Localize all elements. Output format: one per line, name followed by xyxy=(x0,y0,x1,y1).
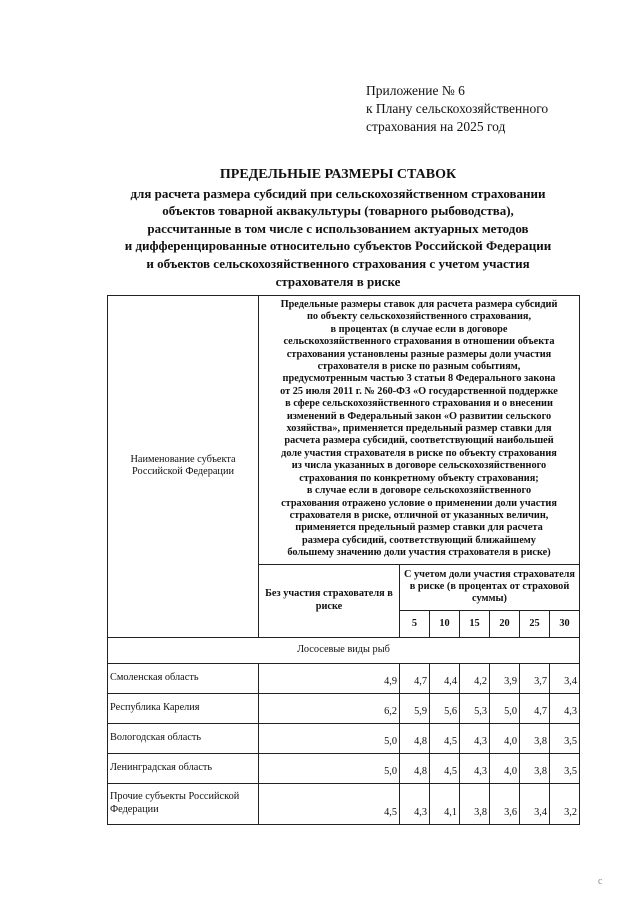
appendix-reference xyxy=(366,82,548,136)
header-percent-30: 30 xyxy=(550,610,580,637)
heading-line: и дифференцированные относительно субъектов Российской Федерации xyxy=(124,238,552,254)
header-percent-10: 10 xyxy=(430,610,460,637)
rate-description-line: из числа указанных в договоре сельскохозяйственного xyxy=(291,460,547,472)
rate-value: 4,8 xyxy=(400,753,430,783)
rates-table xyxy=(107,295,580,825)
table-row xyxy=(108,723,580,753)
header-rate-description xyxy=(259,296,580,565)
rate-description-line: расчета размера субсидий, соответствующий наибольшей xyxy=(284,435,554,447)
rate-value: 4,1 xyxy=(430,783,460,824)
rate-value: 4,0 xyxy=(490,753,520,783)
region-name: Вологодская область xyxy=(108,723,259,753)
rate-description-line: хозяйства», применяется предельный размер ставки для xyxy=(286,423,552,435)
rate-description-line: от 25 июля 2011 г. № 260-ФЗ «О государственной поддержке xyxy=(280,385,558,397)
rate-value: 3,4 xyxy=(520,783,550,824)
rate-value: 5,3 xyxy=(460,693,490,723)
rate-description-line: Предельные размеры ставок для расчета размера субсидий xyxy=(280,299,558,310)
rate-value: 4,7 xyxy=(400,663,430,693)
rate-value: 4,5 xyxy=(430,723,460,753)
rate-value: 4,3 xyxy=(400,783,430,824)
rate-without-participation: 5,0 xyxy=(259,753,400,783)
rate-description-line: страхователя в риске по разным событиям, xyxy=(317,361,521,373)
rate-value: 3,5 xyxy=(550,753,580,783)
table-row xyxy=(108,663,580,693)
rate-value: 3,8 xyxy=(520,753,550,783)
rate-value: 3,7 xyxy=(520,663,550,693)
header-region: Наименование субъекта Российской Федерации xyxy=(108,296,259,638)
rate-without-participation: 4,9 xyxy=(259,663,400,693)
rate-without-participation: 5,0 xyxy=(259,723,400,753)
rate-value: 3,6 xyxy=(490,783,520,824)
header-percent-20: 20 xyxy=(490,610,520,637)
rate-value: 3,8 xyxy=(460,783,490,824)
rate-value: 4,3 xyxy=(550,693,580,723)
header-percent-15: 15 xyxy=(460,610,490,637)
section-row xyxy=(108,637,580,663)
rate-without-participation: 6,2 xyxy=(259,693,400,723)
rate-value: 4,3 xyxy=(460,723,490,753)
region-name: Смоленская область xyxy=(108,663,259,693)
document-title: ПРЕДЕЛЬНЫЕ РАЗМЕРЫ СТАВОК xyxy=(219,167,457,182)
appendix-plan-year: страхования на 2025 год xyxy=(366,119,506,134)
document-heading xyxy=(88,166,588,290)
rate-description-line: размера субсидий, соответствующий ближайшему xyxy=(302,534,536,546)
appendix-number: Приложение № 6 xyxy=(366,83,465,98)
rate-value: 4,8 xyxy=(400,723,430,753)
table-row xyxy=(108,753,580,783)
rate-description-line: предусмотренным частью 3 статьи 8 Федерального закона xyxy=(282,373,556,385)
rate-description-line: страхования установлены разные размеры доли участия xyxy=(286,348,552,360)
rate-value: 3,9 xyxy=(490,663,520,693)
region-name: Прочие субъекты Российской Федерации xyxy=(108,783,259,824)
header-with-participation: С учетом доли участия страхователя в риске (в процентах от страховой суммы) xyxy=(400,564,580,610)
rate-description-line: большему значению доли участия страхователя в риске) xyxy=(287,547,551,559)
rate-description-line: в процентах (в случае если в договоре xyxy=(330,323,508,335)
section-salmon: Лососевые виды рыб xyxy=(108,637,580,663)
rate-value: 4,5 xyxy=(430,753,460,783)
page-mark: с xyxy=(598,876,603,887)
table-body xyxy=(108,663,580,824)
rate-value: 4,2 xyxy=(460,663,490,693)
heading-line: для расчета размера субсидий при сельскохозяйственном страховании xyxy=(130,185,546,201)
rate-description-line: сельскохозяйственного страхования в отношении объекта xyxy=(283,336,555,348)
table-row xyxy=(108,693,580,723)
rate-value: 5,6 xyxy=(430,693,460,723)
rate-description-line: по объекту сельскохозяйственного страхования, xyxy=(306,311,532,323)
header-percent-5: 5 xyxy=(400,610,430,637)
rate-description-line: страхователя в риске, отличной от указанных величин, xyxy=(289,509,549,521)
region-name: Республика Карелия xyxy=(108,693,259,723)
rate-value: 3,5 xyxy=(550,723,580,753)
rate-description-line: изменений в Федеральный закон «О развитии сельского xyxy=(286,410,552,422)
header-percent-25: 25 xyxy=(520,610,550,637)
rate-value: 4,0 xyxy=(490,723,520,753)
header-without-participation: Без участия страхователя в риске xyxy=(259,564,400,637)
rate-value: 3,2 xyxy=(550,783,580,824)
rate-description-line: доле участия страхователя в риске по объекту страхования xyxy=(281,447,557,459)
rate-description-line: страхования по конкретному объекту страхования; xyxy=(299,472,539,484)
rate-without-participation: 4,5 xyxy=(259,783,400,824)
rate-description-line: в сфере сельскохозяйственного страхования и о внесении xyxy=(285,398,553,410)
rate-description-line: страхования отражено условие о применении доли участия xyxy=(281,497,557,509)
rate-value: 4,7 xyxy=(520,693,550,723)
rate-value: 3,8 xyxy=(520,723,550,753)
rate-value: 3,4 xyxy=(550,663,580,693)
table-row xyxy=(108,783,580,824)
rate-description-line: применяется предельный размер ставки для расчета xyxy=(295,522,543,534)
rate-value: 4,3 xyxy=(460,753,490,783)
appendix-plan-ref: к Плану сельскохозяйственного xyxy=(366,101,549,116)
rate-value: 4,4 xyxy=(430,663,460,693)
rate-value: 5,0 xyxy=(490,693,520,723)
heading-line: рассчитанные в том числе с использованием актуарных методов xyxy=(147,220,529,236)
region-name: Ленинградская область xyxy=(108,753,259,783)
rate-description-line: в случае если в договоре сельскохозяйственного xyxy=(306,485,532,497)
heading-line: и объектов сельскохозяйственного страхования с учетом участия xyxy=(146,255,530,271)
heading-line: объектов товарной аквакультуры (товарного рыбоводства), xyxy=(162,203,514,219)
rate-value: 5,9 xyxy=(400,693,430,723)
heading-line: страхователя в риске xyxy=(275,273,401,289)
